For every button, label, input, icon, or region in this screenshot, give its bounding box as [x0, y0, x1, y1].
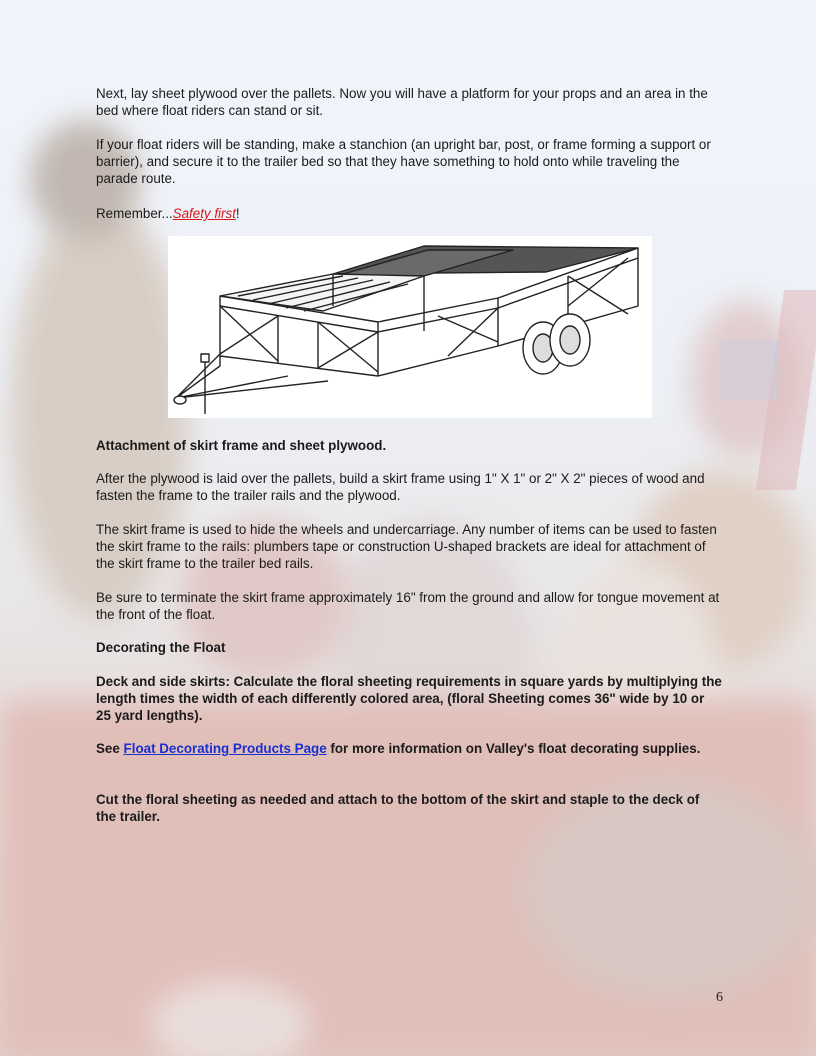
paragraph-plywood: [96, 85, 722, 119]
float-decorating-products-link[interactable]: Float Decorating Products Page: [123, 741, 327, 756]
paragraph-hide-wheels: [96, 521, 722, 572]
see-text: See: [96, 741, 124, 756]
remember-text: Remember...: [96, 206, 173, 221]
paragraph-see-products: [96, 740, 722, 757]
heading-attachment: [96, 437, 722, 454]
paragraph-text: After the plywood is laid over the pallets, build a skirt frame using 1" X 1" or 2" X 2" pieces of wood and fasten the frame to the trailer rails and the plywood.: [96, 471, 705, 503]
paragraph-text: Be sure to terminate the skirt frame approximately 16" from the ground and allow for tongue movement at the front of the float.: [96, 590, 720, 622]
section-heading: Decorating the Float: [96, 640, 226, 655]
products-info-text: for more information on Valley's float decorating supplies.: [326, 741, 701, 756]
safety-first-link[interactable]: Safety first: [172, 206, 236, 221]
paragraph-cut-sheeting: [96, 791, 722, 825]
paragraph-remember: [96, 205, 722, 222]
paragraph-text: Next, lay sheet plywood over the pallets. Now you will have a platform for your props and an area in the bed where float riders can stand or sit.: [96, 86, 708, 118]
paragraph-text: Deck and side skirts: Calculate the floral sheeting requirements in square yards by multiplying the length times the width of each differently colored area, (floral Sheeting comes 36" wide by 10 or 25 yard lengths).: [96, 674, 722, 723]
page-number: 6: [716, 990, 723, 1005]
section-heading: Attachment of skirt frame and sheet plywood.: [96, 438, 387, 453]
paragraph-text: If your float riders will be standing, make a stanchion (an upright bar, post, or frame forming a support or barrier), and secure it to the trailer bed so that they have something to hold onto while traveling the parade route.: [96, 137, 711, 186]
trailer-frame-illustration-icon: [168, 236, 652, 418]
trailer-figure: [168, 236, 652, 418]
paragraph-text: Cut the floral sheeting as needed and attach to the bottom of the skirt and staple to the deck of the trailer.: [96, 792, 700, 824]
paragraph-text: The skirt frame is used to hide the wheels and undercarriage. Any number of items can be used to fasten the skirt frame to the rails: plumbers tape or construction U-shaped brackets are ideal for attachment of the skirt frame to the trailer bed rails.: [96, 522, 717, 571]
heading-decorating: [96, 639, 722, 656]
paragraph-terminate: [96, 589, 722, 623]
paragraph-deck-skirts: [96, 673, 722, 724]
paragraph-stanchion: [96, 136, 722, 187]
paragraph-skirt-frame: [96, 470, 722, 504]
exclamation-text: !: [235, 206, 240, 221]
